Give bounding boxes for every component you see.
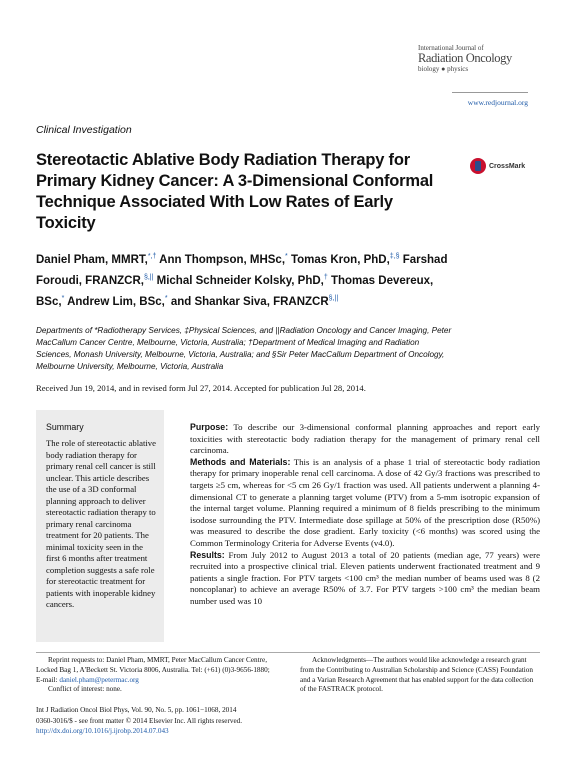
crossmark-badge[interactable] [470, 158, 525, 174]
reprint-text: Reprint requests to: Daniel Pham, MMRT, Peter MacCallum Cancer Centre, Locked Bag 1, A'Beckett St. Victoria 8006, Australia. Tel: (+61) (0)3-9656-1880; E-mail: [36, 656, 270, 684]
citation-line2: 0360-3016/$ - see front matter © 2014 Elsevier Inc. All rights reserved. [36, 716, 243, 725]
acknowledgments: Acknowledgments—The authors would like acknowledge a research grant from the Contributing to Australian Scholarship and Science (CASS) Foundation and a Varian Research Agreement that has enabled support for the data collection of the FASTRACK protocol. [300, 656, 534, 694]
journal-line3: biology ● physics [418, 65, 469, 73]
abstract-methods [190, 457, 540, 550]
author-name: Daniel Pham, MMRT, [36, 253, 148, 266]
journal-masthead [418, 44, 528, 74]
methods-label: Methods and Materials: [190, 456, 291, 467]
journal-line2: Radiation Oncology [418, 51, 512, 65]
section-label: Clinical Investigation [36, 124, 132, 136]
abstract-purpose [190, 422, 540, 457]
doi-link[interactable]: http://dx.doi.org/10.1016/j.ijrobp.2014.07.043 [36, 727, 169, 736]
author-name: Andrew Lim, BSc, [67, 295, 165, 308]
author-affiliation-marker: *,† [147, 253, 157, 260]
author-name: Thomas Devereux, BSc, [36, 274, 434, 308]
author-list [36, 248, 456, 310]
journal-website-link[interactable]: www.redjournal.org [467, 98, 528, 107]
conflict-note: Conflict of interest: none. [48, 685, 122, 694]
affiliations: Departments of *Radiotherapy Services, ‡Physical Sciences, and ||Radiation Oncology and Cancer Imaging, Peter MacCallum Cancer Centre, Melbourne, Victoria, Australia; †Department of Medical Imaging and Radiation Sciences, Monash University, Melbourne, Victoria, Australia; and §Sir Peter MacCallum Department of Oncology, Melbourne University, Melbourne, Victoria, Australia [36, 326, 452, 371]
purpose-text: To describe our 3-dimensional conformal planning approaches and report early toxicities with stereotactic body radiation therapy for the management of primary renal cell carcinoma. [190, 422, 540, 456]
author-affiliation-marker: §,|| [143, 273, 154, 281]
citation-line1: Int J Radiation Oncol Biol Phys, Vol. 90, No. 5, pp. 1061−1068, 2014 [36, 706, 237, 714]
footnotes-left [36, 656, 276, 695]
citation-block [36, 705, 336, 737]
masthead-divider [452, 92, 528, 93]
footnote-divider [36, 652, 540, 653]
author-name: Tomas Kron, PhD, [290, 253, 390, 266]
summary-heading: Summary [46, 422, 84, 432]
author-email-link[interactable]: daniel.pham@petermac.org [59, 675, 139, 684]
journal-line1: International Journal of [418, 44, 484, 52]
crossmark-icon [470, 158, 486, 174]
author-affiliation-marker: ‡,§ [389, 253, 400, 260]
author-name: and [170, 295, 192, 308]
author-name: Farshad Foroudi, FRANZCR, [36, 253, 448, 287]
author-affiliation-marker: * [61, 294, 65, 302]
results-text: From July 2012 to August 2013 a total of 20 patients (median age, 77 years) were recruited into a prospective clinical trial. Eleven patients underwent fractionated treatment and 9 patients a single fraction. For PTV targets <100 cm³ the median number of beams used was 8 (2 noncoplanar) to achieve an average R50% of 3.7. For PTV targets >100 cm³ the median beam number used was 10 [190, 549, 540, 606]
reprint-note [36, 656, 276, 685]
methods-text: This is an analysis of a phase 1 trial of stereotactic body radiation therapy for primary inoperable renal cell carcinoma. A dose of 42 Gy/3 fractions was prescribed to targets ≥5 cm, whereas for <5 cm 26 Gy/1 fraction was used. All patients underwent a planning 4-dimensional CT to generate a planning target volume (PTV) from a 5-mm isotropic expansion of the internal target volume. Planning required a minimum of 8 fields prescribing to the minimum isodose surrounding the PTV. Intermediate dose spillage at 50% of the prescription dose (R50%) was measured to describe the dose gradient. Early toxicity (<6 months) was scored using the Common Terminology Criteria for Adverse Events (v4.0). [190, 456, 541, 548]
author-affiliation-marker: * [285, 253, 288, 260]
author-name: Ann Thompson, MHSc, [159, 253, 286, 266]
author-affiliation-marker: † [323, 273, 328, 281]
received-dates: Received Jun 19, 2014, and in revised form Jul 27, 2014. Accepted for publication Jul 28, 2014. [36, 383, 366, 393]
crossmark-label: CrossMark [489, 162, 526, 170]
summary-text: The role of stereotactic ablative body radiation therapy for primary renal cell cancer is still unclear. This article describes the use of a 3D conformal planning approach to deliver stereotactic radiation therapy to primary renal carcinoma treatment for 20 patients. The minimal toxicity seen in the first 6 months after treatment completion suggests a safe role for stereotactic treatment for patients with inoperable kidney cancers. [46, 438, 156, 609]
abstract-results [190, 550, 540, 608]
summary-box [36, 410, 164, 642]
author-name: Michal Schneider Kolsky, PhD, [156, 274, 324, 287]
author-affiliation-marker: §,|| [328, 294, 339, 302]
article-title: Stereotactic Ablative Body Radiation Therapy for Primary Kidney Cancer: A 3-Dimensional Conformal Technique Associated With Low Rates of Early Toxicity [36, 151, 434, 232]
results-label: Results: [190, 549, 225, 560]
author-affiliation-marker: * [164, 294, 168, 302]
purpose-label: Purpose: [190, 422, 229, 432]
author-name: Shankar Siva, FRANZCR [194, 295, 329, 308]
abstract [190, 422, 540, 608]
